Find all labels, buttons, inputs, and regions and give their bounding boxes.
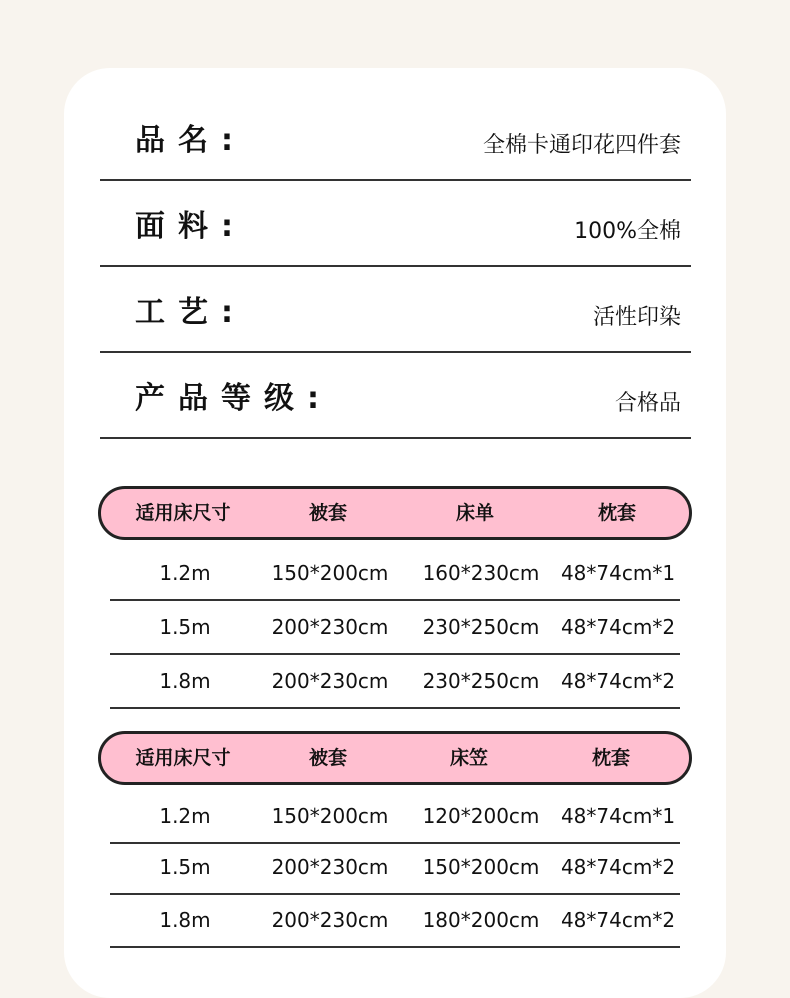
spec-value: 活性印染 xyxy=(592,305,681,330)
table-cell: 1.8m xyxy=(159,669,211,693)
table-cell: 48*74cm*2 xyxy=(560,855,676,879)
table-cell: 48*74cm*2 xyxy=(560,669,676,693)
table2-header xyxy=(98,731,692,785)
table-row xyxy=(110,548,680,601)
table-cell: 48*74cm*1 xyxy=(560,804,676,828)
spec-label: 面料: xyxy=(135,209,246,244)
table-cell: 230*250cm xyxy=(422,669,540,693)
table-cell: 48*74cm*1 xyxy=(560,561,676,585)
table-row xyxy=(110,842,680,895)
table2-header-bed-size: 适用床尺寸 xyxy=(135,747,231,769)
spec-row-grade xyxy=(100,353,691,439)
spec-row-fabric xyxy=(100,181,691,267)
table2-header-duvet: 被套 xyxy=(308,747,348,769)
table1-header xyxy=(98,486,692,540)
table-cell: 150*200cm xyxy=(422,855,540,879)
table-cell: 1.8m xyxy=(159,908,211,932)
table-row xyxy=(110,602,680,655)
table-cell: 230*250cm xyxy=(422,615,540,639)
spec-row-product-name xyxy=(100,95,691,181)
spec-row-process xyxy=(100,267,691,353)
table-cell: 1.2m xyxy=(159,561,211,585)
table-cell: 200*230cm xyxy=(271,855,389,879)
table-row xyxy=(110,791,680,844)
spec-value: 全棉卡通印花四件套 xyxy=(482,133,681,158)
table-cell: 48*74cm*2 xyxy=(560,615,676,639)
table1-header-bed-size: 适用床尺寸 xyxy=(135,502,231,524)
table-cell: 160*230cm xyxy=(422,561,540,585)
table-row xyxy=(110,895,680,948)
table-cell: 48*74cm*2 xyxy=(560,908,676,932)
table-cell: 120*200cm xyxy=(422,804,540,828)
table2-header-pillowcase: 枕套 xyxy=(591,747,631,769)
table-cell: 150*200cm xyxy=(271,561,389,585)
table-cell: 1.2m xyxy=(159,804,211,828)
spec-value: 100%全棉 xyxy=(574,219,681,244)
table2-header-fitted-sheet: 床笠 xyxy=(449,747,489,769)
table-cell: 1.5m xyxy=(159,855,211,879)
table-cell: 150*200cm xyxy=(271,804,389,828)
table1-header-sheet: 床单 xyxy=(455,502,495,524)
table1-header-duvet: 被套 xyxy=(308,502,348,524)
spec-label: 产品等级: xyxy=(135,381,332,416)
table-cell: 200*230cm xyxy=(271,615,389,639)
table-cell: 180*200cm xyxy=(422,908,540,932)
spec-label: 工艺: xyxy=(135,295,246,330)
table-row xyxy=(110,656,680,709)
table1-header-pillowcase: 枕套 xyxy=(597,502,637,524)
spec-label: 品名: xyxy=(135,123,246,158)
table-cell: 200*230cm xyxy=(271,669,389,693)
spec-value: 合格品 xyxy=(614,391,681,416)
table-cell: 200*230cm xyxy=(271,908,389,932)
table-cell: 1.5m xyxy=(159,615,211,639)
